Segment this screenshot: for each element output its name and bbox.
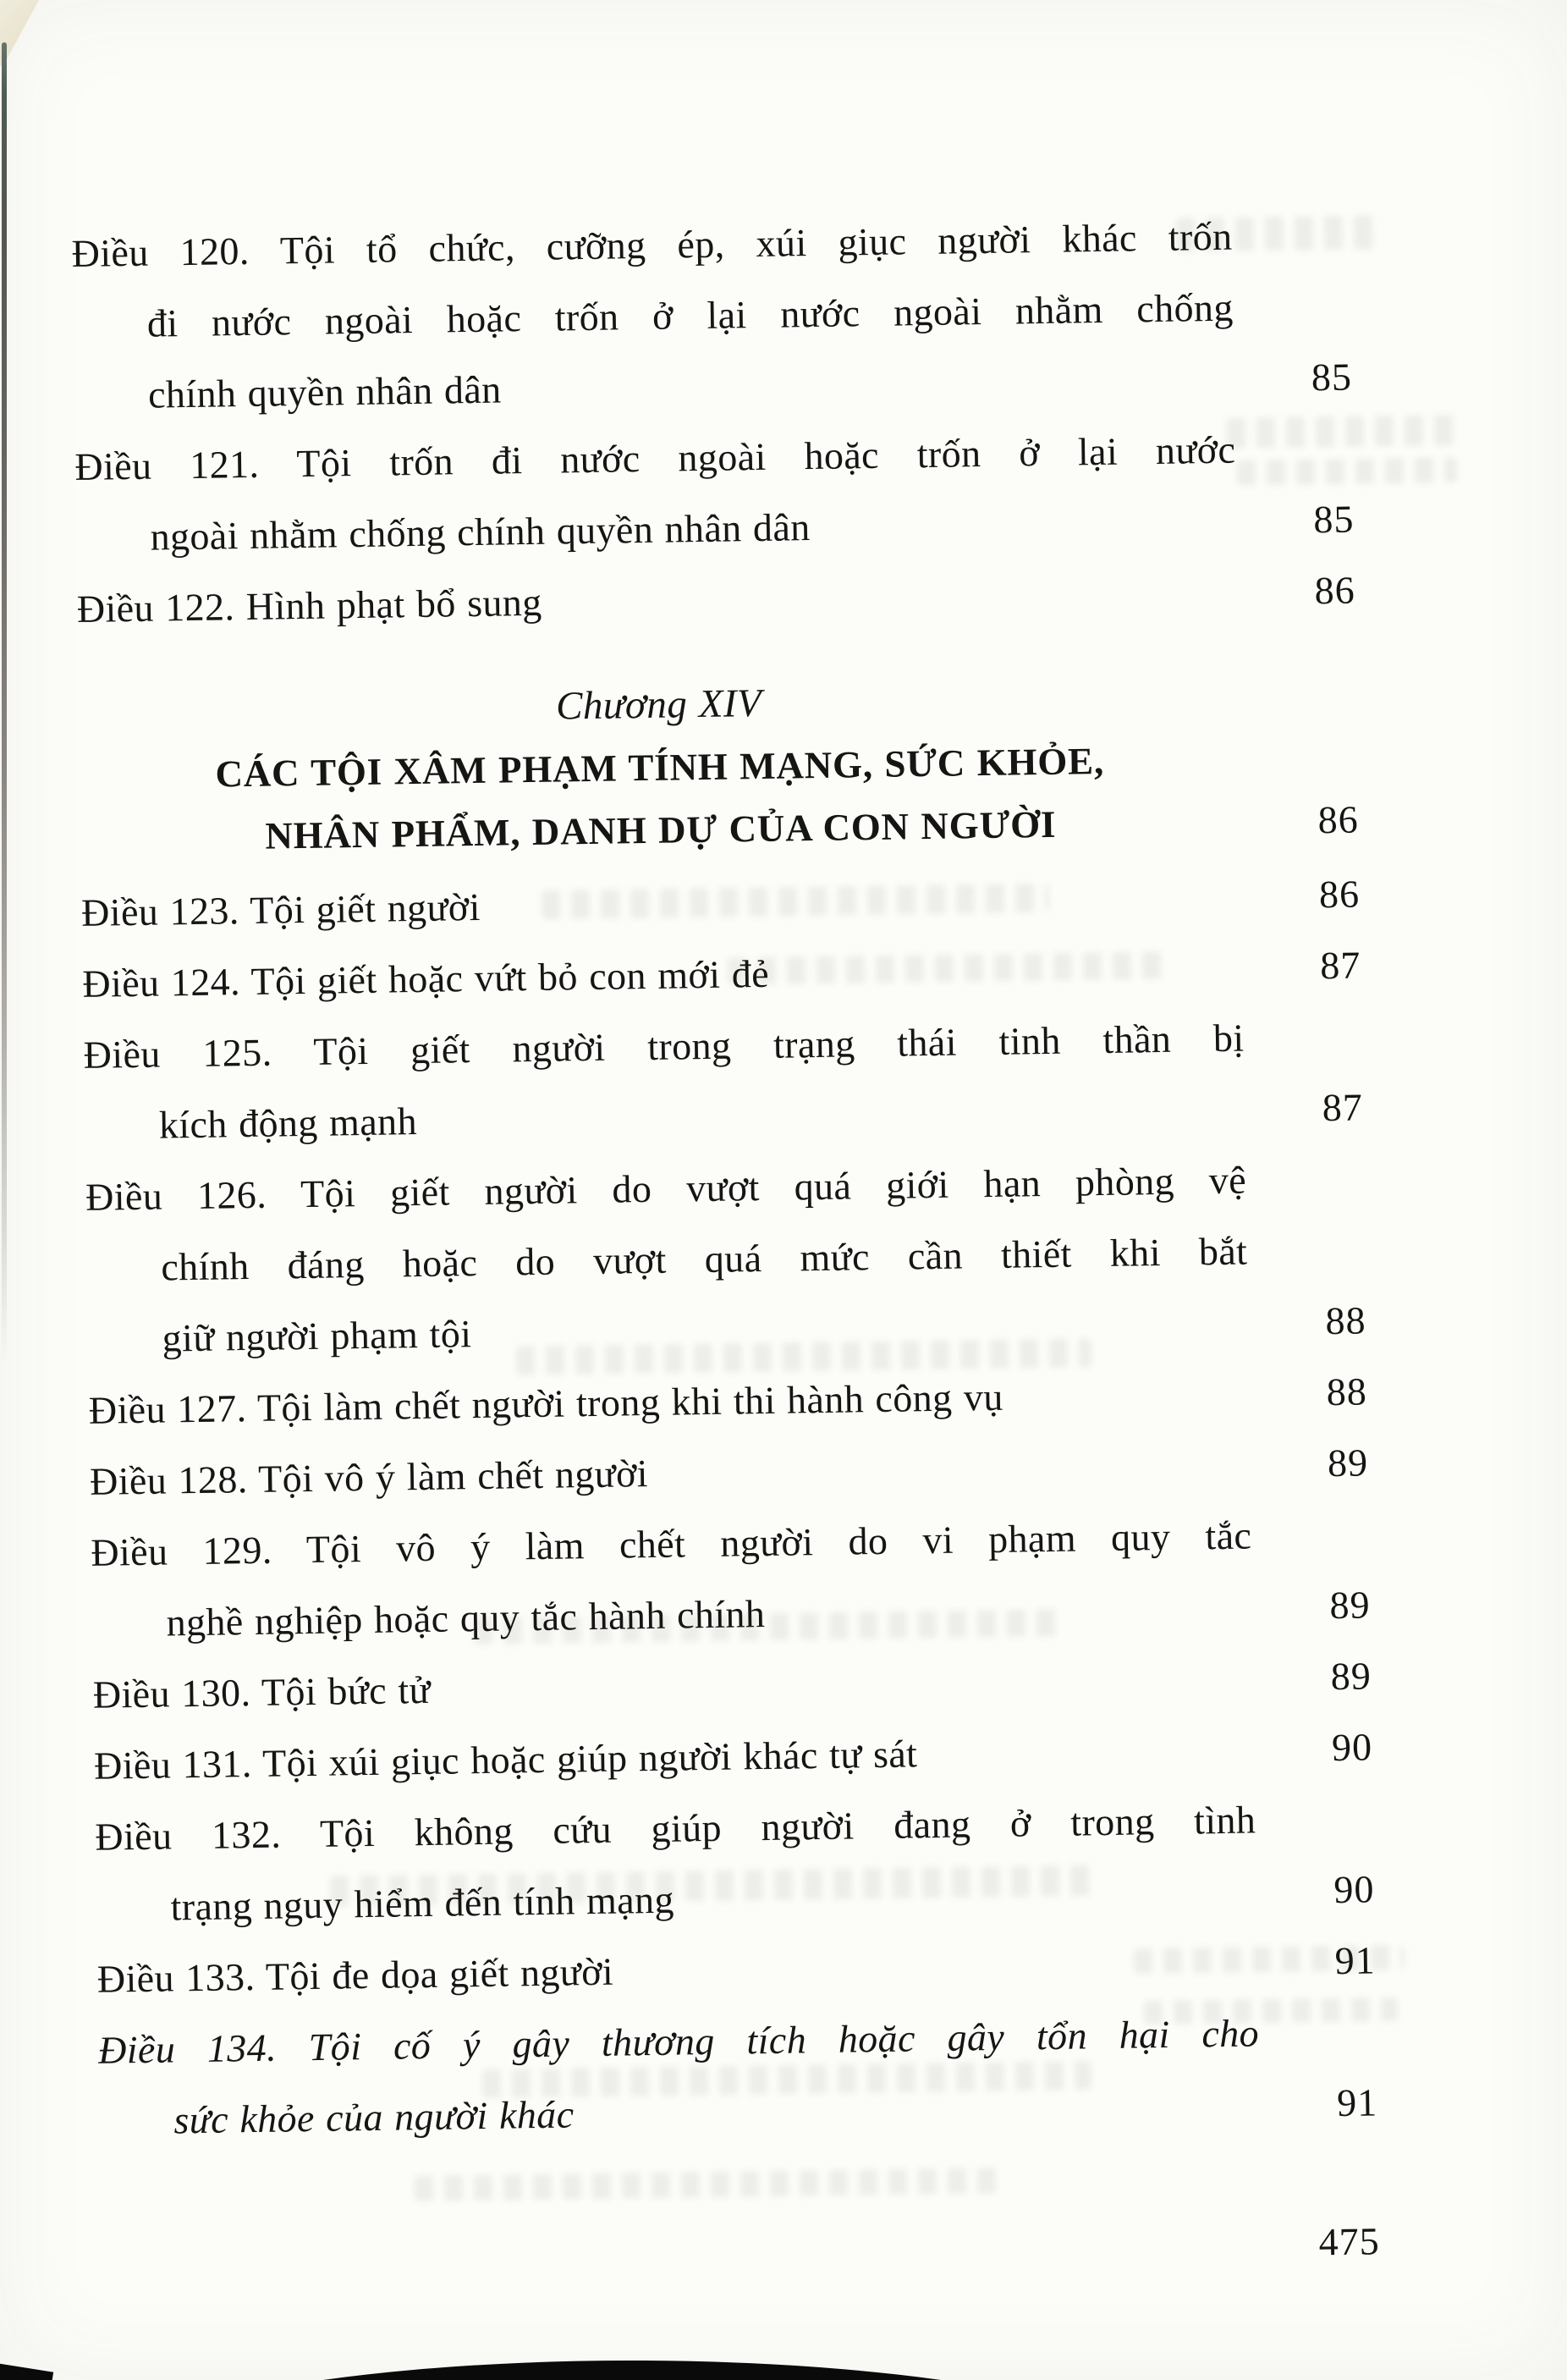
toc-entry-page-number: 88 (1326, 1369, 1368, 1414)
toc-entry-text: sức khỏe của người khác (173, 2092, 575, 2142)
toc-entry-page-number: 85 (1311, 355, 1353, 399)
toc-entry (95, 1782, 1375, 1943)
toc-entry (83, 1000, 1363, 1161)
toc-entry-text: Điều 123. Tội giết người (80, 884, 481, 934)
toc-entry-page-number: 87 (1322, 1085, 1364, 1130)
toc-entry-page-number: 90 (1333, 1867, 1375, 1912)
toc-entry-page-number: 88 (1325, 1298, 1366, 1343)
chapter-label: Chương XIV (555, 680, 762, 729)
toc-entry (97, 1996, 1377, 2157)
chapter-page-number: 86 (1317, 797, 1360, 842)
toc-entries-after-chapter (81, 858, 1378, 2157)
toc-entry-text: Điều 133. Tội đe dọa giết người (96, 1949, 614, 2001)
toc-entry (71, 200, 1353, 432)
toc-entry-page-number: 89 (1330, 1654, 1372, 1699)
toc-entry-text: nghề nghiệp hoặc quy tắc hành chính (166, 1592, 766, 1645)
toc-entry-line: Điều 132. Tội không cứu giúp người đang ở trong tình (94, 1798, 1256, 1859)
toc-entry-text: Điều 131. Tội xúi giục hoặc giúp người khác tự sát (93, 1732, 918, 1788)
toc-entry-text: giữ người phạm tội (162, 1312, 472, 1360)
toc-entry-line: chính đáng hoặc do vượt quá mức cần thiết khi bắt (161, 1229, 1248, 1289)
toc-entry-text: Điều 127. Tội làm chết người trong khi thi hành công vụ (88, 1375, 1004, 1432)
toc-entry-line: Điều 121. Tội trốn đi nước ngoài hoặc trốn ở lại nước (74, 427, 1236, 488)
bottom-corner-shadow (0, 2363, 53, 2380)
chapter-title-line-2: NHÂN PHẨM, DANH DỰ CỦA CON NGƯỜI (264, 802, 1057, 857)
chapter-heading (78, 664, 1359, 870)
toc-entry-line: Điều 120. Tội tổ chức, cưỡng ép, xúi giục người khác trốn (71, 214, 1233, 275)
toc-entry-page-number: 86 (1318, 872, 1361, 917)
toc-entry-text: kích động mạnh (158, 1099, 418, 1147)
toc-entry-text: Điều 124. Tội giết hoặc vứt bỏ con mới đẻ (82, 951, 770, 1005)
toc-entry-page-number: 85 (1313, 497, 1355, 542)
toc-entry-line: Điều 126. Tội giết người do vượt quá giới hạn phòng vệ (85, 1158, 1247, 1219)
toc-entry-text: chính quyền nhân dân (147, 367, 502, 416)
toc-entry (85, 1143, 1367, 1375)
toc-entry-text: Điều 128. Tội vô ý làm chết người (89, 1452, 649, 1503)
toc-entry-text: Điều 130. Tội bức tử (92, 1667, 432, 1716)
toc-entry-page-number: 86 (1314, 568, 1356, 613)
toc-entry-page-number: 91 (1336, 2080, 1378, 2125)
table-of-contents (71, 200, 1380, 2296)
toc-entry-line: đi nước ngoài hoặc trốn ở lại nước ngoài nhằm chống (146, 285, 1234, 345)
toc-entry-text: trạng nguy hiểm đến tính mạng (170, 1877, 675, 1929)
toc-entries-before-chapter (71, 200, 1355, 645)
toc-entry-page-number: 90 (1331, 1725, 1373, 1770)
toc-entry-line: Điều 129. Tội vô ý làm chết người do vi phạm quy tắc (91, 1513, 1252, 1574)
bottom-scan-shadow (69, 2361, 1195, 2380)
toc-entry-page-number: 89 (1327, 1441, 1369, 1485)
toc-entry-line: Điều 125. Tội giết người trong trạng thái tinh thần bị (83, 1016, 1245, 1077)
toc-entry-page-number: 87 (1319, 943, 1361, 988)
chapter-title-line-1: CÁC TỘI XÂM PHẠM TÍNH MẠNG, SỨC KHỎE, (215, 739, 1105, 796)
toc-entry (74, 413, 1355, 574)
toc-entry-page-number: 89 (1329, 1583, 1371, 1628)
page-number: 475 (1318, 2219, 1381, 2264)
toc-entry-line: Điều 134. Tội cố ý gây thương tích hoặc gây tổn hại cho (97, 2011, 1260, 2072)
toc-entry-text: ngoài nhằm chống chính quyền nhân dân (150, 505, 811, 559)
toc-entry-page-number: 91 (1334, 1938, 1377, 1983)
binding-edge-shadow (2, 42, 7, 1363)
toc-entry-text: Điều 122. Hình phạt bổ sung (76, 580, 542, 631)
toc-entry (91, 1498, 1371, 1659)
